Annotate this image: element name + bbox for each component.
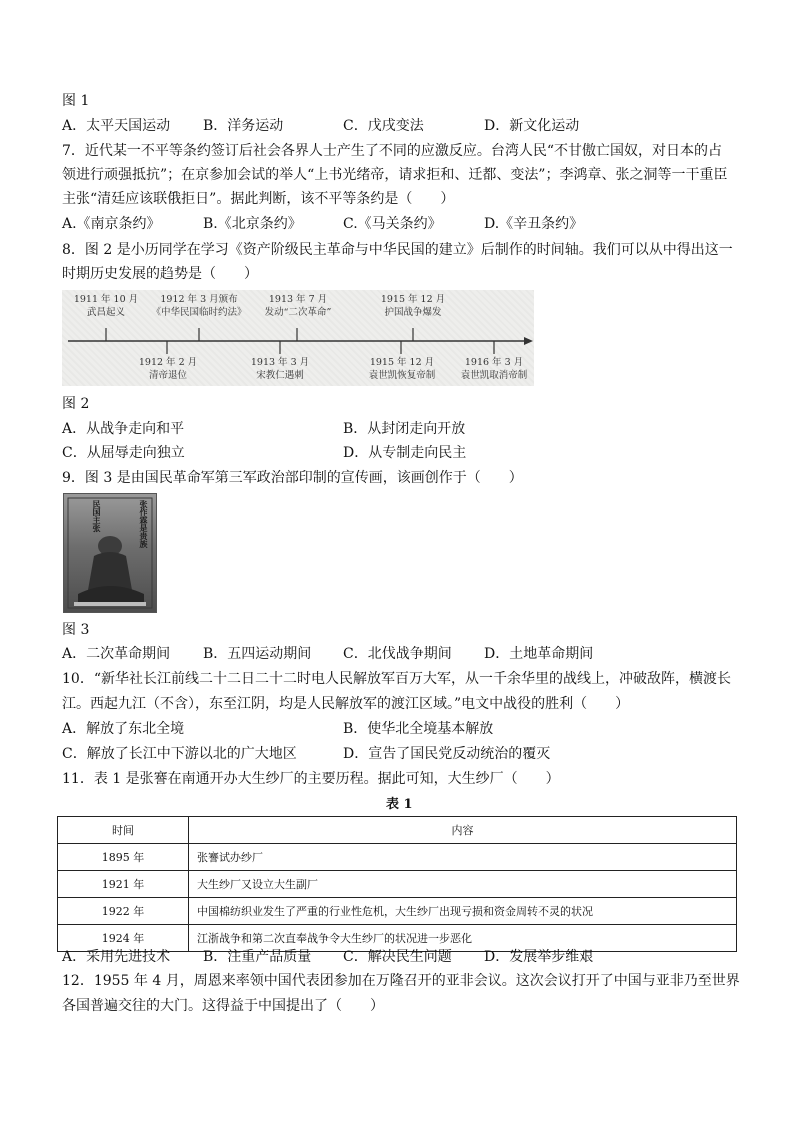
table-cell-year: 1921 年 (58, 871, 189, 898)
q8-option-c[interactable]: C．从屈辱走向独立 (62, 445, 185, 461)
timeline-event-1913-july: 1913 年 7 月 发动“二次革命” (264, 294, 332, 318)
q7-option-a[interactable]: A.《南京条约》 (62, 216, 161, 232)
q10-option-c[interactable]: C．解放了长江中下游以北的广大地区 (62, 746, 297, 762)
timeline-figure (62, 290, 534, 386)
q12-stem-line-2: 各国普遍交往的大门。这得益于中国提出了（ ） (62, 998, 384, 1014)
timeline-event-1915-monarchy: 1915 年 12 月 袁世凯恢复帝制 (368, 357, 436, 381)
q9-option-b[interactable]: B．五四运动期间 (203, 646, 312, 662)
q10-option-a[interactable]: A．解放了东北全境 (62, 721, 185, 737)
q8-option-a[interactable]: A．从战争走向和平 (62, 421, 185, 437)
q8-stem-line-1: 8．图 2 是小历同学在学习《资产阶级民主革命与中华民国的建立》后制作的时间轴。我们可以从中得出这一 (62, 242, 733, 258)
timeline-event-1912-feb: 1912 年 2 月 清帝退位 (138, 357, 198, 381)
q11-option-a[interactable]: A．采用先进技术 (62, 949, 171, 965)
q10-option-b[interactable]: B．使华北全境基本解放 (343, 721, 494, 737)
q10-stem-line-1: 10．“新华社长江前线二十二日二十二时电人民解放军百万大军，从一千余华里的战线上，冲破敌阵，横渡长 (62, 671, 731, 687)
table-header-time: 时间 (58, 817, 189, 844)
table-cell-year: 1895 年 (58, 844, 189, 871)
q10-stem-line-2: 江。西起九江（不含），东至江阴，均是人民解放军的渡江区域。”电文中战役的胜利（ ） (62, 696, 630, 712)
table-row (58, 871, 737, 898)
table-cell-content: 大生纱厂又设立大生副厂 (189, 871, 737, 898)
table-row (58, 898, 737, 925)
figure-2-caption: 图 2 (62, 396, 90, 412)
q7-stem-line-3: 主张“清廷应该联俄拒日”。据此判断，该不平等条约是（ ） (62, 191, 455, 207)
q9-option-d[interactable]: D．土地革命期间 (484, 646, 594, 662)
q7-stem-line-2: 领进行顽强抵抗”；在京参加会试的举人“上书光绪帝，请求拒和、迁都、变法”；李鸿章、张之洞等一干重臣 (62, 167, 728, 183)
q10-option-d[interactable]: D．宣告了国民党反动统治的覆灭 (343, 746, 551, 762)
q9-option-a[interactable]: A．二次革命期间 (62, 646, 171, 662)
table-cell-year: 1924 年 (58, 925, 189, 952)
q12-stem-line-1: 12．1955 年 4 月，周恩来率领中国代表团参加在万隆召开的亚非会议。这次会议打开了中国与亚非乃至世界 (62, 973, 740, 989)
table-cell-content: 张謇试办纱厂 (189, 844, 737, 871)
q6-option-d[interactable]: D．新文化运动 (484, 118, 580, 134)
q11-stem: 11．表 1 是张謇在南通开办大生纱厂的主要历程。据此可知，大生纱厂（ ） (62, 771, 560, 787)
table-1 (57, 816, 737, 952)
table-row (58, 844, 737, 871)
q8-option-b[interactable]: B．从封闭走向开放 (343, 421, 466, 437)
table-1-title: 表 1 (386, 797, 413, 812)
table-header-row (58, 817, 737, 844)
q7-option-c[interactable]: C.《马关条约》 (343, 216, 442, 232)
q6-option-c[interactable]: C．戊戌变法 (343, 118, 424, 134)
table-cell-content: 江浙战争和第二次直奉战争令大生纱厂的状况进一步恶化 (189, 925, 737, 952)
timeline-event-1916: 1916 年 3 月 袁世凯取消帝制 (460, 357, 528, 381)
poster-vertical-text: 张作霖是贵族 (139, 500, 149, 548)
q6-option-a[interactable]: A．太平天国运动 (62, 118, 171, 134)
q7-stem-line-1: 7．近代某一不平等条约签订后社会各界人士产生了不同的应激反应。台湾人民“不甘傲亡国奴，对日本的占 (62, 143, 723, 159)
q9-option-c[interactable]: C．北伐战争期间 (343, 646, 452, 662)
q6-option-b[interactable]: B．洋务运动 (203, 118, 284, 134)
timeline-event-1911: 1911 年 10 月 武昌起义 (73, 294, 139, 318)
q7-option-b[interactable]: B.《北京条约》 (203, 216, 302, 232)
q8-stem-line-2: 时期历史发展的趋势是（ ） (62, 266, 258, 282)
q11-option-d[interactable]: D．发展举步维艰 (484, 949, 594, 965)
timeline-event-1912-march: 1912 年 3 月颁布 《中华民国临时约法》 (151, 294, 247, 318)
q8-option-d[interactable]: D．从专制走向民主 (343, 445, 467, 461)
q11-option-b[interactable]: B．注重产品质量 (203, 949, 312, 965)
poster-slogan-text: 民国主张 (92, 500, 102, 532)
table-cell-content: 中国棉纺织业发生了严重的行业性危机，大生纱厂出现亏损和资金周转不灵的状况 (189, 898, 737, 925)
timeline-event-1915-war: 1915 年 12 月 护国战争爆发 (380, 294, 446, 318)
propaganda-poster-image (63, 493, 157, 613)
table-cell-year: 1922 年 (58, 898, 189, 925)
q11-option-c[interactable]: C．解决民生问题 (343, 949, 452, 965)
q9-stem: 9．图 3 是由国民革命军第三军政治部印制的宣传画，该画创作于（ ） (62, 470, 523, 486)
figure-1-caption: 图 1 (62, 93, 90, 109)
q7-option-d[interactable]: D.《辛丑条约》 (484, 216, 584, 232)
table-header-content: 内容 (189, 817, 737, 844)
timeline-event-1913-march: 1913 年 3 月 宋教仁遇刺 (250, 357, 310, 381)
figure-3-caption: 图 3 (62, 622, 90, 638)
